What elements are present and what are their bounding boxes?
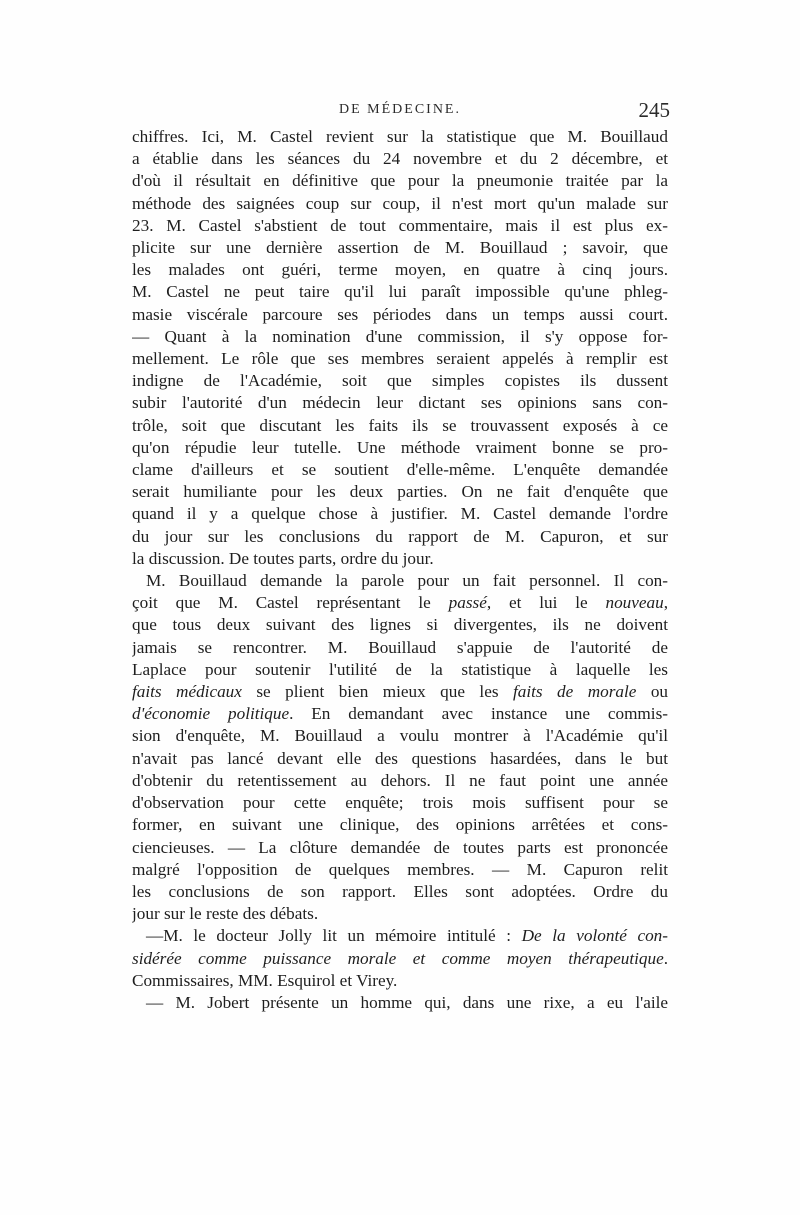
text-run: , et lui le — [486, 593, 606, 613]
page-number: 245 — [638, 98, 670, 122]
text-line: 23. M. Castel s'abstient de tout commentaire, mais il est plus ex- — [132, 215, 668, 235]
text-line: trôle, soit que discutant les faits ils se trouvassent exposés à ce — [132, 415, 668, 435]
text-line: serait humiliante pour les deux parties. On ne fait d'enquête que — [132, 482, 668, 502]
text-line: les conclusions de son rapport. Elles sont adoptées. Ordre du — [132, 881, 668, 901]
body-text — [132, 126, 668, 1014]
text-line: clame d'ailleurs et se soutient d'elle-même. L'enquête demandée — [132, 460, 668, 480]
text-line: la discussion. De toutes parts, ordre du jour. — [132, 548, 434, 568]
text-line: — Quant à la nomination d'une commission, il s'y oppose for- — [132, 326, 668, 346]
text-line: chiffres. Ici, M. Castel revient sur la statistique que M. Bouillaud — [132, 127, 668, 146]
text-line: les malades ont guéri, terme moyen, en quatre à cinq jours. — [132, 260, 668, 280]
italic-term: faits de morale — [512, 682, 637, 702]
text-line — [132, 925, 668, 947]
text-line: n'avait pas lancé devant elle des questions hasardées, dans le but — [132, 748, 668, 768]
text-line: du jour sur les conclusions du rapport de M. Capuron, et sur — [132, 526, 668, 546]
text-line — [132, 703, 668, 725]
paragraph-bouillaud — [132, 570, 668, 925]
text-line: Commissaires, MM. Esquirol et Virey. — [132, 970, 398, 990]
paragraph-jobert — [132, 992, 668, 1014]
text-run: —M. le docteur Jolly lit un mémoire intitulé : — [146, 926, 522, 946]
text-line: d'observation pour cette enquête; trois mois suffisent pour se — [132, 793, 668, 813]
running-title: DE MÉDECINE. — [339, 102, 461, 117]
italic-title: sidérée comme puissance morale et comme moyen thérapeutique — [132, 948, 664, 968]
text-line — [132, 592, 668, 614]
text-line: a établie dans les séances du 24 novembre et du 2 décembre, et — [132, 149, 668, 169]
text-line: — M. Jobert présente un homme qui, dans une rixe, a eu l'aile — [146, 992, 668, 1012]
text-line: subir l'autorité d'un médecin leur dictant ses opinions sans con- — [132, 393, 668, 413]
text-line: jamais se rencontrer. M. Bouillaud s'appuie de l'autorité de — [132, 637, 668, 657]
italic-term: passé — [448, 593, 487, 613]
text-line: plicite sur une dernière assertion de M. Bouillaud ; savoir, que — [132, 238, 668, 258]
text-line: ciencieuses. — La clôture demandée de toutes parts est prononcée — [132, 837, 668, 857]
text-run: . En demandant avec instance une commis- — [289, 704, 668, 724]
text-run: se plient bien mieux que les — [241, 682, 513, 702]
text-line: indigne de l'Académie, soit que simples copistes ils dussent — [132, 371, 668, 391]
paragraph-jolly — [132, 925, 668, 992]
text-run: çoit que M. Castel représentant le — [132, 593, 449, 613]
text-line: d'où il résultait en définitive que pour la pneumonie traitée par la — [132, 171, 668, 191]
text-line: M. Bouillaud demande la parole pour un fait personnel. Il con- — [146, 571, 668, 591]
text-run: . — [663, 948, 668, 968]
text-run: ou — [636, 682, 668, 702]
text-line: sion d'enquête, M. Bouillaud a voulu montrer à l'Académie qu'il — [132, 726, 668, 746]
text-line: mellement. Le rôle que ses membres seraient appelés à remplir est — [132, 349, 668, 369]
text-line: former, en suivant une clinique, des opinions arrêtées et cons- — [132, 815, 668, 835]
text-line: quand il y a quelque chose à justifier. M. Castel demande l'ordre — [132, 504, 668, 524]
text-line: jour sur le reste des débats. — [132, 904, 319, 924]
text-line: d'obtenir du retentissement au dehors. Il ne faut point une année — [132, 770, 668, 790]
italic-term: faits médicaux — [132, 682, 242, 702]
italic-term: d'économie politique — [132, 704, 290, 724]
running-head — [132, 98, 668, 124]
text-line: que tous deux suivant des lignes si divergentes, ils ne doivent — [132, 615, 668, 635]
italic-term: nouveau — [605, 593, 664, 613]
paragraph-castel — [132, 126, 668, 570]
text-line: masie viscérale parcoure ses périodes dans un temps aussi court. — [132, 304, 668, 324]
text-line: Laplace pour soutenir l'utilité de la statistique à laquelle les — [132, 659, 668, 679]
text-run: , — [663, 593, 668, 613]
text-line — [132, 681, 668, 703]
text-line: malgré l'opposition de quelques membres. — M. Capuron relit — [132, 859, 668, 879]
text-line — [132, 948, 668, 970]
text-line: méthode des saignées coup sur coup, il n'est mort qu'un malade sur — [132, 193, 668, 213]
italic-title: De la volonté con- — [521, 926, 668, 946]
text-line: qu'on répudie leur tutelle. Une méthode vraiment bonne se pro- — [132, 437, 668, 457]
text-line: M. Castel ne peut taire qu'il lui paraît impossible qu'une phleg- — [132, 282, 668, 302]
